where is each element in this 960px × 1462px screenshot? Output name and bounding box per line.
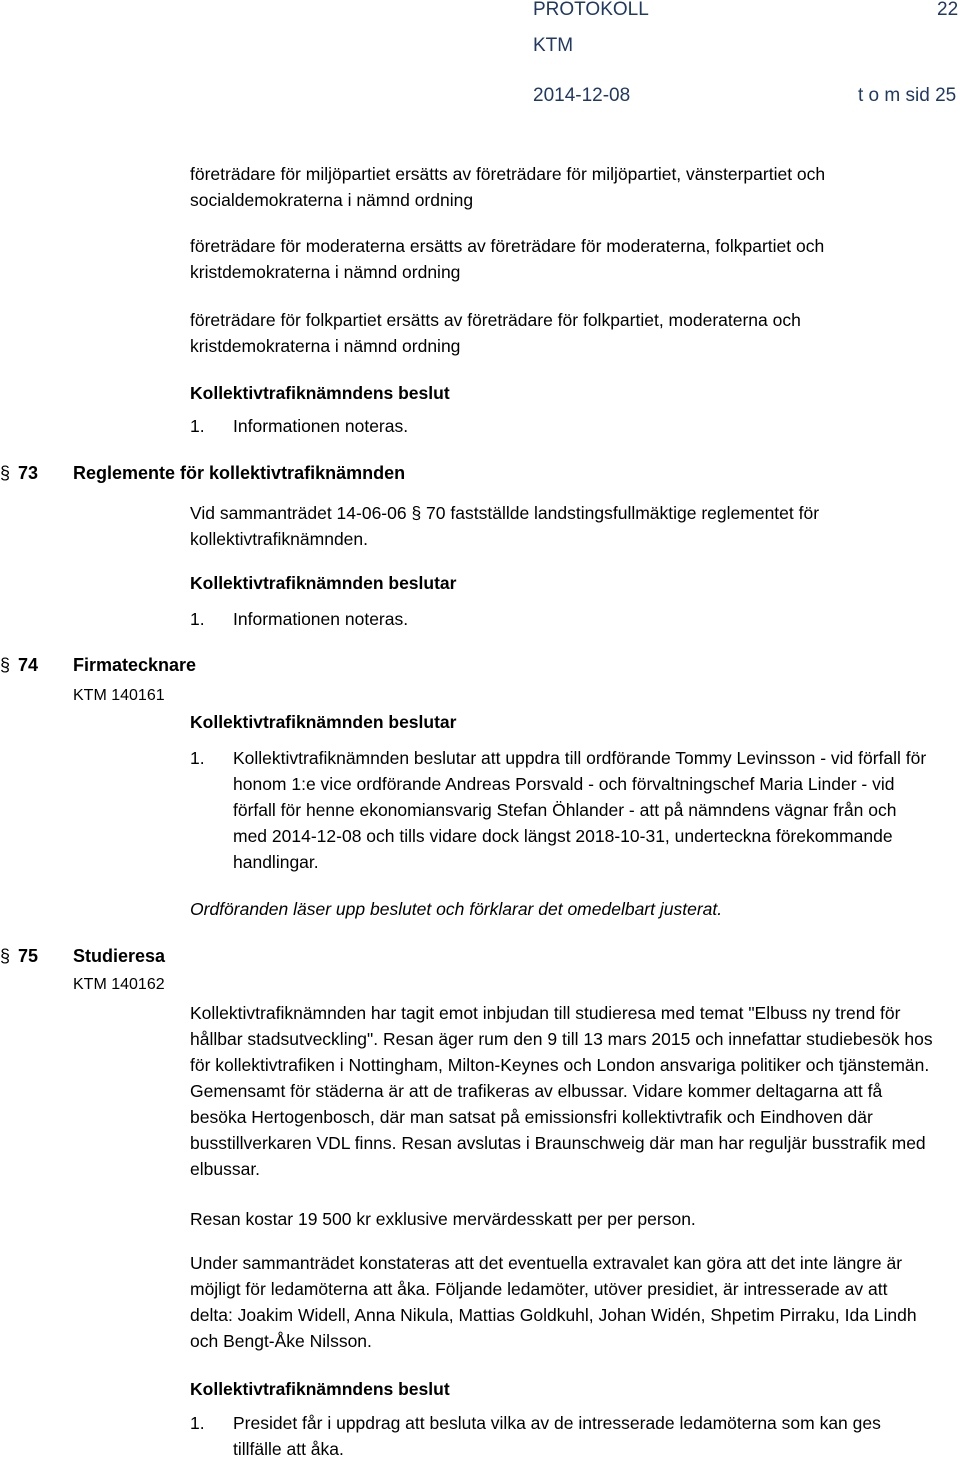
meeting-date: 2014-12-08 <box>533 85 631 106</box>
section-74-decision-number: 1. <box>190 748 205 768</box>
decision-number: 1. <box>190 416 205 436</box>
section-number: 74 <box>18 655 39 675</box>
section-75-decision-number: 1. <box>190 1413 205 1433</box>
paragraph-sign: § <box>0 463 11 483</box>
section-74-decision-heading: Kollektivtrafiknämnden beslutar <box>190 712 457 732</box>
section-75-decision-text: Presidet får i uppdrag att besluta vilka av de intresserade ledamöterna som kan ges tillfälle att åka. <box>233 1413 881 1459</box>
doc-type: PROTOKOLL <box>533 0 649 20</box>
page-range: t o m sid 25 <box>858 85 957 106</box>
section-number: 75 <box>18 946 39 966</box>
section-title: Reglemente för kollektivtrafiknämnden <box>73 463 406 483</box>
section-73-body: Vid sammanträdet 14-06-06 § 70 fastställde landstingsfullmäktige reglementet för kollektivtrafiknämnden. <box>190 503 820 549</box>
section-75-decision-heading: Kollektivtrafiknämndens beslut <box>190 1379 450 1399</box>
section-75-paragraph-2: Resan kostar 19 500 kr exklusive mervärdesskatt per per person. <box>190 1209 696 1229</box>
section-title: Studieresa <box>73 946 166 966</box>
intro-paragraph-2: företrädare för moderaterna ersätts av företrädare för moderaterna, folkpartiet och kristdemokraterna i nämnd ordning <box>190 236 825 282</box>
section-73-decision-text: Informationen noteras. <box>233 609 409 629</box>
section-75-paragraph-1: Kollektivtrafiknämnden har tagit emot inbjudan till studieresa med temat "Elbuss ny trend för hållbar stadsutveckling". Resan äger rum den 9 till 13 mars 2015 och innefattar studiebesök hos för kollektivtrafiken i Nottingham, Milton-Keynes och London ansvariga politiker och tjänstemän. Gemensamt för städerna är att de trafikeras av elbussar. Vidare kommer deltagarna att få besöka Hertogenbosch, där man satsat på emissionsfri kollektivtrafik och Eindhoven där busstillverkaren VDL finns. Resan avslutas i Braunschweig där man har reguljär busstrafik med elbussar. <box>190 1003 933 1179</box>
section-74-decision-text: Kollektivtrafiknämnden beslutar att uppdra till ordförande Tommy Levinsson - vid förfall för honom 1:e vice ordförande Andreas Porsvald - och förvaltningschef Maria Linder - vid förfall för henne ekonomiansvarig Stefan Öhlander - att på nämndens vägnar från och med 2014-12-08 och tills vidare dock längst 2018-10-31, underteckna förekommande handlingar. <box>233 748 927 872</box>
page-number: 22 <box>937 0 959 20</box>
decision-heading: Kollektivtrafiknämndens beslut <box>190 383 450 403</box>
decision-text: Informationen noteras. <box>233 416 409 436</box>
section-title: Firmatecknare <box>73 655 197 675</box>
section-number: 73 <box>18 463 39 483</box>
section-75-paragraph-3: Under sammanträdet konstateras att det eventuella extravalet kan göra att det inte längre är möjligt för ledamöterna att åka. Följande ledamöter, utöver presidiet, är intresserade av att delta: Joakim Widell, Anna Nikula, Mattias Goldkuhl, Johan Widén, Shpetim Pirraku, Ida Lindh och Bengt-Åke Nilsson. <box>190 1253 917 1351</box>
intro-paragraph-3: företrädare för folkpartiet ersätts av företrädare för folkpartiet, moderaterna och kristdemokraterna i nämnd ordning <box>190 310 801 356</box>
section-73-decision-number: 1. <box>190 609 205 629</box>
intro-paragraph-1: företrädare för miljöpartiet ersätts av företrädare för miljöpartiet, vänsterpartiet och socialdemokraterna i nämnd ordning <box>190 164 826 210</box>
paragraph-sign: § <box>0 946 11 966</box>
committee-code: KTM <box>533 35 574 56</box>
paragraph-sign: § <box>0 655 11 675</box>
section-75-reference: KTM 140162 <box>73 976 165 993</box>
section-74-note: Ordföranden läser upp beslutet och förklarar det omedelbart justerat. <box>190 899 723 919</box>
section-73-decision-heading: Kollektivtrafiknämnden beslutar <box>190 573 457 593</box>
section-74-reference: KTM 140161 <box>73 687 165 704</box>
